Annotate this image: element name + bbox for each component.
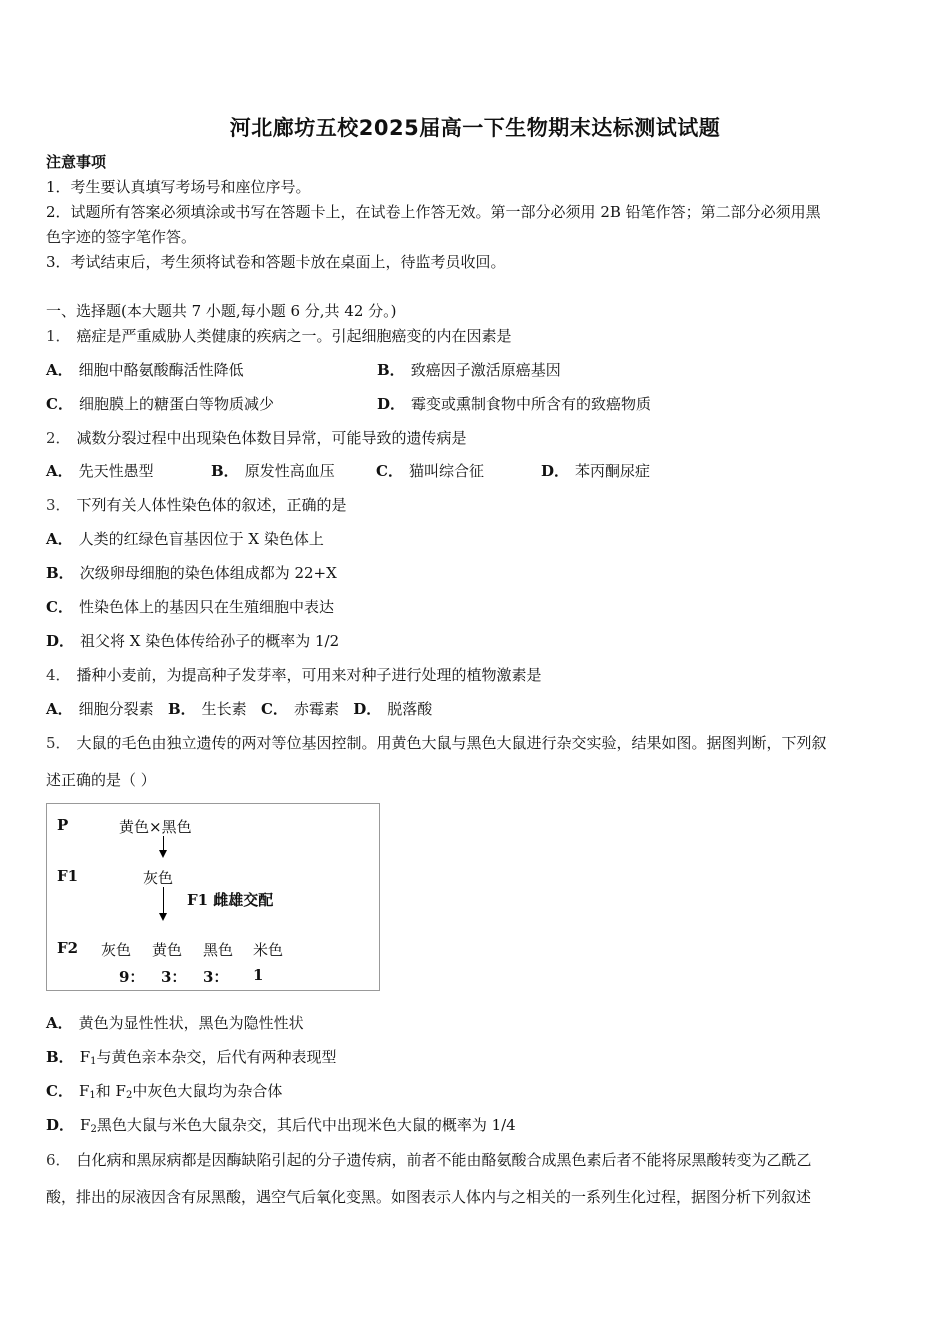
arrow-line — [163, 887, 164, 915]
question-stem: 下列有关人体性染色体的叙述，正确的是 — [76, 496, 347, 514]
question-number: 5． — [46, 734, 71, 752]
arrow-down-icon — [159, 850, 167, 858]
notice-item-2: 2．试题所有答案必须填涂或书写在答题卡上，在试卷上作答无效。第一部分必须用 2B 铅笔作答；第二部分必须用黑 — [46, 203, 821, 221]
question-5 — [46, 733, 827, 753]
option-c: C． 赤霉素 — [260, 700, 339, 718]
question-number: 2． — [46, 429, 71, 447]
question-stem: 白化病和黑尿病都是因酶缺陷引起的分子遗传病，前者不能由酪氨酸合成黑色素后者不能将尿黑酸转变为乙酰乙 — [76, 1151, 812, 1169]
option-b: B． 原发性高血压 — [211, 462, 335, 480]
option-d: D． 霉变或熏制食物中所含有的致癌物质 — [377, 395, 652, 413]
notice-item-2-cont: 色字迹的签字笔作答。 — [46, 228, 197, 246]
f2-ratio: 1 — [253, 966, 264, 984]
p-label: P — [57, 816, 69, 834]
option-b: B． $F_1$与黄色亲本杂交，后代有两种表现型 — [46, 1048, 337, 1067]
f2-phenotype: 灰色 — [101, 941, 132, 959]
notice-item-1: 1．考生要认真填写考场号和座位序号。 — [46, 178, 311, 196]
option-c: C． $F_1$和 $F_2$中灰色大鼠均为杂合体 — [46, 1082, 283, 1101]
page-title: 河北廊坊五校2025届高一下生物期末达标测试试题 — [229, 116, 721, 140]
option-c: C． 猫叫综合征 — [376, 462, 484, 480]
p-cross: 黄色×黑色 — [119, 818, 192, 836]
question-stem: 癌症是严重威胁人类健康的疾病之一。引起细胞癌变的内在因素是 — [76, 327, 512, 345]
f2-ratio: 3： — [203, 968, 229, 986]
question-number: 1． — [46, 327, 71, 345]
f2-phenotype: 黑色 — [203, 941, 234, 959]
f2-label: F2 — [57, 939, 79, 957]
question-4 — [46, 665, 542, 685]
question-3 — [46, 495, 347, 515]
question-2 — [46, 428, 467, 448]
option-c: C． 性染色体上的基因只在生殖细胞中表达 — [46, 598, 334, 616]
option-d: D． $F_2$黑色大鼠与米色大鼠杂交，其后代中出现米色大鼠的概率为 1/4 — [46, 1116, 516, 1135]
question-number: 3． — [46, 496, 71, 514]
option-b: B． 次级卵母细胞的染色体组成都为 22+X — [46, 564, 337, 582]
f2-ratio: 9： — [119, 968, 145, 986]
f2-phenotype: 黄色 — [152, 941, 183, 959]
question-stem: 大鼠的毛色由独立遗传的两对等位基因控制。用黄色大鼠与黑色大鼠进行杂交实验，结果如图。据图判断，下列叙 — [76, 734, 827, 752]
option-a: A． 细胞中酪氨酸酶活性降低 — [46, 361, 244, 379]
f1-label: F1 — [57, 867, 79, 885]
option-d: D． 苯丙酮尿症 — [541, 462, 651, 480]
option-a: A． 先天性愚型 — [46, 462, 154, 480]
cross-diagram — [46, 803, 380, 991]
option-a: A． 细胞分裂素 — [46, 700, 154, 718]
option-c: C． 细胞膜上的糖蛋白等物质减少 — [46, 395, 274, 413]
question-number: 4． — [46, 666, 71, 684]
f2-phenotype: 米色 — [253, 941, 284, 959]
question-number: 6． — [46, 1151, 71, 1169]
question-stem: 减数分裂过程中出现染色体数目异常，可能导致的遗传病是 — [76, 429, 467, 447]
section-heading: 一、选择题(本大题共 7 小题,每小题 6 分,共 42 分。) — [46, 302, 397, 320]
option-a: A． 人类的红绿色盲基因位于 X 染色体上 — [46, 530, 324, 548]
option-d: D． 祖父将 X 染色体传给孙子的概率为 1/2 — [46, 632, 340, 650]
notice-heading: 注意事项 — [46, 153, 107, 171]
f1-cross: F1 雌雄交配 — [187, 891, 274, 909]
question-stem: 播种小麦前，为提高种子发芽率，可用来对种子进行处理的植物激素是 — [76, 666, 542, 684]
question-1 — [46, 326, 512, 346]
f1-phenotype: 灰色 — [143, 869, 174, 887]
option-b: B． 致癌因子激活原癌基因 — [377, 361, 561, 379]
f2-ratio: 3： — [161, 968, 187, 986]
question-stem-cont: 酸，排出的尿液因含有尿黑酸，遇空气后氧化变黑。如图表示人体内与之相关的一系列生化过程，据图分析下列叙述 — [46, 1188, 812, 1206]
question-6 — [46, 1150, 812, 1170]
option-a: A． 黄色为显性性状，黑色为隐性性状 — [46, 1014, 304, 1032]
question-stem-cont: 述正确的是（ ） — [46, 771, 156, 789]
arrow-down-icon — [159, 913, 167, 921]
option-d: D． 脱落酸 — [353, 700, 433, 718]
option-b: B． 生长素 — [167, 700, 247, 718]
notice-item-3: 3．考试结束后，考生须将试卷和答题卡放在桌面上，待监考员收回。 — [46, 253, 506, 271]
options-row — [46, 699, 432, 719]
